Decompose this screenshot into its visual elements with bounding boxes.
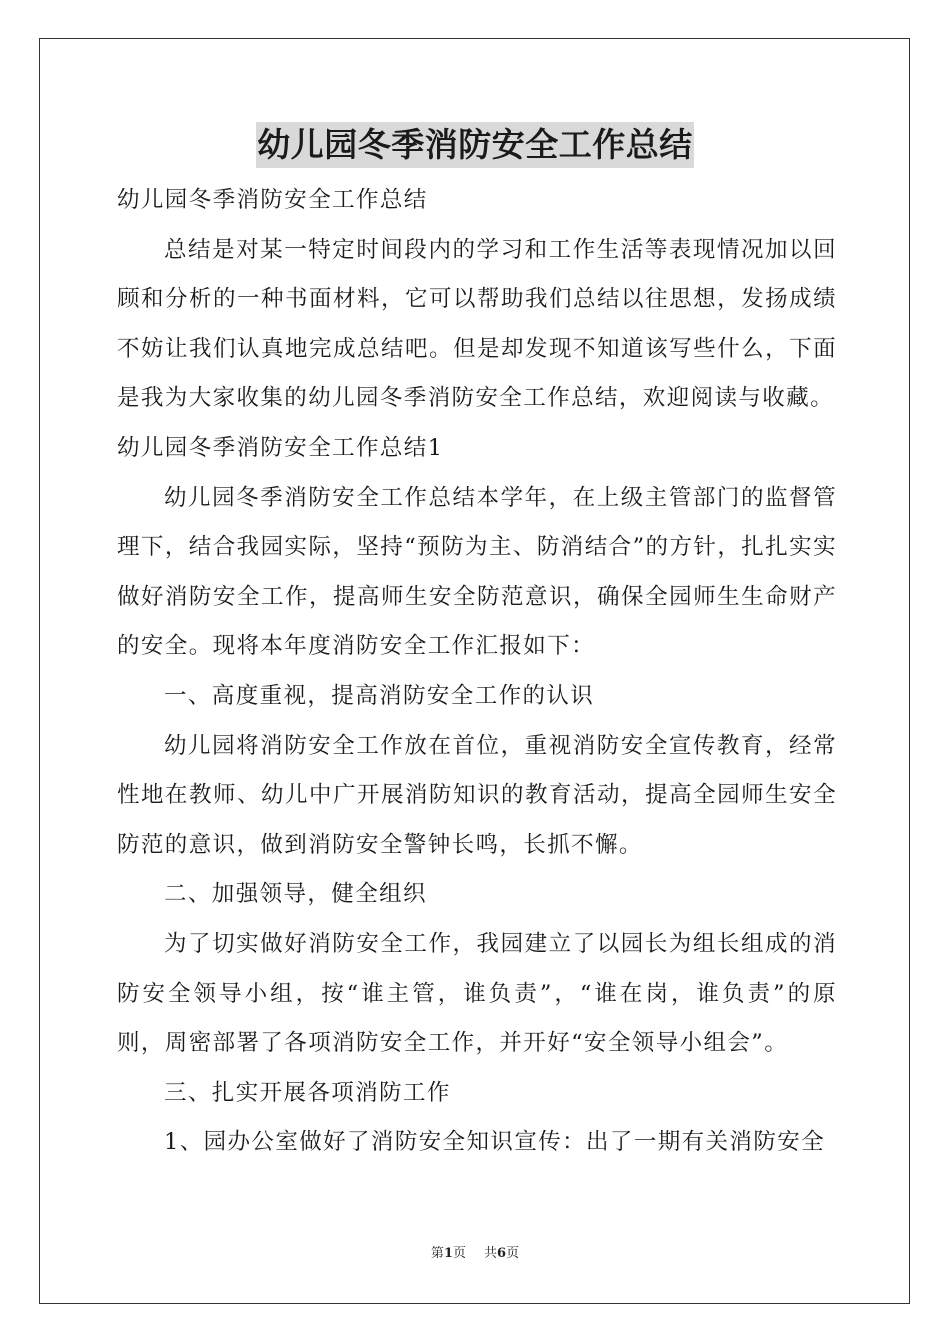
document-title: 幼儿园冬季消防安全工作总结	[256, 122, 694, 168]
body-paragraph: 为了切实做好消防安全工作，我园建立了以园长为组长组成的消防安全领导小组，按“谁主管，谁负责”，“谁在岗，谁负责”的原则，周密部署了各项消防安全工作，并开好“安全领导小组会”。	[117, 930, 837, 1057]
footer-page-number: 1	[443, 1246, 453, 1261]
body-paragraph: 幼儿园冬季消防安全工作总结本学年，在上级主管部门的监督管理下，结合我园实际，坚持“预防为主、防消结合”的方针，扎扎实实做好消防安全工作，提高师生安全防范意识，确保全园师生生命财产的安全。现将本年度消防安全工作汇报如下：	[117, 484, 837, 660]
footer-page-prefix: 第	[430, 1246, 444, 1261]
footer-total-prefix: 共	[484, 1246, 498, 1261]
body-paragraph: 1、园办公室做好了消防安全知识宣传：出了一期有关消防安全	[164, 1129, 826, 1156]
title-container	[0, 122, 950, 168]
footer-total-unit: 页	[506, 1246, 520, 1261]
section-heading: 幼儿园冬季消防安全工作总结1	[117, 434, 444, 461]
page-footer	[0, 1244, 950, 1264]
document-body	[117, 176, 837, 1168]
footer-page-unit: 页	[452, 1246, 466, 1261]
body-paragraph: 二、加强领导，健全组织	[164, 881, 427, 908]
body-paragraph: 幼儿园将消防安全工作放在首位，重视消防安全宣传教育，经常性地在教师、幼儿中广开展消防知识的教育活动，提高全园师生安全防范的意识，做到消防安全警钟长鸣，长抓不懈。	[117, 732, 837, 858]
footer-total-pages: 6	[497, 1246, 507, 1261]
body-paragraph: 一、高度重视，提高消防安全工作的认识	[164, 682, 595, 709]
body-paragraph: 三、扎实开展各项消防工作	[164, 1079, 451, 1106]
body-paragraph: 总结是对某一特定时间段内的学习和工作生活等表现情况加以回顾和分析的一种书面材料，它可以帮助我们总结以往思想，发扬成绩不妨让我们认真地完成总结吧。但是却发现不知道该写些什么，下面是我为大家收集的幼儿园冬季消防安全工作总结，欢迎阅读与收藏。	[117, 236, 837, 412]
section-heading: 幼儿园冬季消防安全工作总结	[117, 187, 428, 213]
